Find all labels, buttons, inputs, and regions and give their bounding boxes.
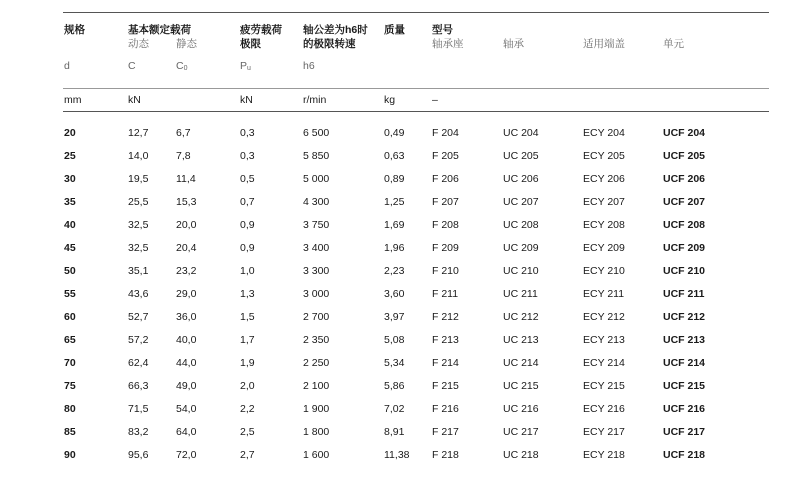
cell-endcover: ECY 206 <box>583 173 625 185</box>
cell-housing: F 217 <box>432 426 459 438</box>
cell-d: 35 <box>64 196 76 208</box>
cell-bearing: UC 210 <box>503 265 539 277</box>
cell-bearing: UC 218 <box>503 449 539 461</box>
cell-housing: F 204 <box>432 127 459 139</box>
cell-d: 85 <box>64 426 76 438</box>
cell-static-load: 11,4 <box>176 173 196 185</box>
cell-endcover: ECY 207 <box>583 196 625 208</box>
cell-mass: 0,89 <box>384 173 405 185</box>
symbol-Pu <box>240 60 251 75</box>
cell-limiting-speed: 2 100 <box>303 380 330 392</box>
cell-bearing: UC 217 <box>503 426 539 438</box>
cell-endcover: ECY 216 <box>583 403 625 415</box>
cell-d: 70 <box>64 357 76 369</box>
cell-d: 25 <box>64 150 76 162</box>
symbol-d: d <box>64 60 70 72</box>
cell-limiting-speed: 4 300 <box>303 196 330 208</box>
unit-d: mm <box>64 94 82 106</box>
cell-housing: F 210 <box>432 265 459 277</box>
header-bearing: 轴承 <box>503 38 524 50</box>
cell-fatigue-limit: 0,7 <box>240 196 255 208</box>
cell-housing: F 213 <box>432 334 459 346</box>
cell-bearing: UC 214 <box>503 357 539 369</box>
cell-mass: 3,60 <box>384 288 405 300</box>
top-rule <box>63 12 769 13</box>
header-d: 规格 <box>64 24 85 36</box>
cell-dynamic-load: 19,5 <box>128 173 149 185</box>
cell-dynamic-load: 14,0 <box>128 150 149 162</box>
cell-dynamic-load: 66,3 <box>128 380 149 392</box>
cell-d: 40 <box>64 219 76 231</box>
cell-unit: UCF 204 <box>663 127 706 139</box>
cell-endcover: ECY 217 <box>583 426 625 438</box>
cell-limiting-speed: 2 350 <box>303 334 330 346</box>
cell-d: 60 <box>64 311 76 323</box>
cell-d: 80 <box>64 403 76 415</box>
cell-mass: 1,96 <box>384 242 405 254</box>
cell-dynamic-load: 32,5 <box>128 219 149 231</box>
cell-limiting-speed: 3 300 <box>303 265 330 277</box>
table-row <box>0 196 790 212</box>
cell-unit: UCF 207 <box>663 196 706 208</box>
unit-mass: kg <box>384 94 396 106</box>
cell-fatigue-limit: 2,7 <box>240 449 255 461</box>
cell-static-load: 36,0 <box>176 311 197 323</box>
cell-mass: 0,63 <box>384 150 405 162</box>
cell-unit: UCF 211 <box>663 288 705 300</box>
cell-unit: UCF 215 <box>663 380 706 392</box>
cell-unit: UCF 217 <box>663 426 706 438</box>
cell-housing: F 215 <box>432 380 459 392</box>
cell-mass: 3,97 <box>384 311 405 323</box>
cell-bearing: UC 215 <box>503 380 539 392</box>
cell-d: 55 <box>64 288 76 300</box>
cell-housing: F 214 <box>432 357 459 369</box>
cell-dynamic-load: 83,2 <box>128 426 149 438</box>
table-row <box>0 219 790 235</box>
table-row <box>0 288 790 304</box>
cell-housing: F 218 <box>432 449 459 461</box>
header-housing: 轴承座 <box>432 38 464 50</box>
cell-bearing: UC 204 <box>503 127 539 139</box>
table-row <box>0 242 790 258</box>
cell-static-load: 23,2 <box>176 265 197 277</box>
cell-unit: UCF 206 <box>663 173 706 185</box>
cell-housing: F 205 <box>432 150 459 162</box>
cell-endcover: ECY 205 <box>583 150 625 162</box>
header-fatigue-1: 疲劳载荷 <box>240 24 282 36</box>
cell-dynamic-load: 95,6 <box>128 449 149 461</box>
cell-fatigue-limit: 0,5 <box>240 173 255 185</box>
cell-mass: 5,86 <box>384 380 405 392</box>
cell-endcover: ECY 204 <box>583 127 625 139</box>
cell-housing: F 207 <box>432 196 459 208</box>
cell-static-load: 54,0 <box>176 403 197 415</box>
cell-endcover: ECY 208 <box>583 219 625 231</box>
header-unit: 单元 <box>663 38 684 50</box>
cell-mass: 11,38 <box>384 449 410 461</box>
cell-endcover: ECY 218 <box>583 449 625 461</box>
header-mass: 质量 <box>384 24 405 36</box>
cell-mass: 5,08 <box>384 334 405 346</box>
cell-housing: F 208 <box>432 219 459 231</box>
cell-fatigue-limit: 1,0 <box>240 265 255 277</box>
cell-fatigue-limit: 0,3 <box>240 150 255 162</box>
cell-static-load: 20,0 <box>176 219 197 231</box>
cell-bearing: UC 213 <box>503 334 539 346</box>
table-row <box>0 426 790 442</box>
cell-static-load: 20,4 <box>176 242 197 254</box>
cell-mass: 1,69 <box>384 219 405 231</box>
cell-limiting-speed: 3 400 <box>303 242 330 254</box>
header-designation: 型号 <box>432 24 453 36</box>
cell-dynamic-load: 43,6 <box>128 288 149 300</box>
cell-limiting-speed: 2 700 <box>303 311 330 323</box>
cell-endcover: ECY 213 <box>583 334 625 346</box>
cell-unit: UCF 212 <box>663 311 706 323</box>
cell-fatigue-limit: 1,7 <box>240 334 255 346</box>
cell-mass: 5,34 <box>384 357 405 369</box>
cell-d: 90 <box>64 449 76 461</box>
cell-static-load: 7,8 <box>176 150 191 162</box>
cell-dynamic-load: 57,2 <box>128 334 149 346</box>
header-endcover: 适用端盖 <box>583 38 625 50</box>
table-row <box>0 311 790 327</box>
symbol-C0 <box>176 60 188 75</box>
cell-endcover: ECY 214 <box>583 357 625 369</box>
header-load-static: 静态 <box>176 38 197 50</box>
header-bottom-rule <box>63 111 769 112</box>
cell-mass: 8,91 <box>384 426 405 438</box>
header-mid-rule <box>63 88 769 89</box>
cell-limiting-speed: 5 850 <box>303 150 330 162</box>
cell-unit: UCF 205 <box>663 150 706 162</box>
cell-d: 65 <box>64 334 76 346</box>
cell-unit: UCF 216 <box>663 403 706 415</box>
cell-bearing: UC 211 <box>503 288 538 300</box>
unit-speed: r/min <box>303 94 327 106</box>
cell-fatigue-limit: 1,3 <box>240 288 255 300</box>
cell-mass: 1,25 <box>384 196 405 208</box>
cell-housing: F 206 <box>432 173 459 185</box>
cell-housing: F 212 <box>432 311 459 323</box>
cell-housing: F 216 <box>432 403 459 415</box>
symbol-Pu-sub: u <box>247 65 251 72</box>
unit-load: kN <box>128 94 141 106</box>
cell-unit: UCF 208 <box>663 219 706 231</box>
header-load-dynamic: 动态 <box>128 38 149 50</box>
cell-d: 30 <box>64 173 76 185</box>
cell-dynamic-load: 35,1 <box>128 265 149 277</box>
cell-limiting-speed: 1 600 <box>303 449 330 461</box>
cell-housing: F 209 <box>432 242 459 254</box>
cell-fatigue-limit: 2,0 <box>240 380 255 392</box>
cell-mass: 7,02 <box>384 403 405 415</box>
cell-dynamic-load: 52,7 <box>128 311 149 323</box>
table-row <box>0 334 790 350</box>
cell-housing: F 211 <box>432 288 459 300</box>
cell-bearing: UC 206 <box>503 173 539 185</box>
cell-static-load: 40,0 <box>176 334 197 346</box>
symbol-C: C <box>128 60 136 72</box>
cell-fatigue-limit: 0,9 <box>240 219 255 231</box>
cell-limiting-speed: 1 900 <box>303 403 330 415</box>
cell-endcover: ECY 212 <box>583 311 625 323</box>
cell-unit: UCF 218 <box>663 449 706 461</box>
cell-limiting-speed: 6 500 <box>303 127 330 139</box>
cell-unit: UCF 210 <box>663 265 706 277</box>
cell-fatigue-limit: 2,5 <box>240 426 255 438</box>
cell-unit: UCF 209 <box>663 242 706 254</box>
symbol-Pu-base: P <box>240 60 248 72</box>
cell-fatigue-limit: 1,5 <box>240 311 255 323</box>
cell-static-load: 6,7 <box>176 127 191 139</box>
unit-fatigue: kN <box>240 94 253 106</box>
table-row <box>0 265 790 281</box>
table-row <box>0 173 790 189</box>
cell-limiting-speed: 5 000 <box>303 173 330 185</box>
cell-static-load: 29,0 <box>176 288 197 300</box>
cell-fatigue-limit: 0,3 <box>240 127 255 139</box>
cell-limiting-speed: 3 750 <box>303 219 330 231</box>
table-row <box>0 449 790 465</box>
symbol-C0-base: C <box>176 60 184 72</box>
cell-bearing: UC 208 <box>503 219 539 231</box>
table-row <box>0 403 790 419</box>
cell-bearing: UC 207 <box>503 196 539 208</box>
cell-d: 75 <box>64 380 76 392</box>
cell-unit: UCF 214 <box>663 357 706 369</box>
cell-fatigue-limit: 2,2 <box>240 403 255 415</box>
cell-endcover: ECY 209 <box>583 242 625 254</box>
cell-static-load: 15,3 <box>176 196 197 208</box>
cell-dynamic-load: 25,5 <box>128 196 149 208</box>
cell-bearing: UC 205 <box>503 150 539 162</box>
table-row <box>0 127 790 143</box>
cell-d: 45 <box>64 242 76 254</box>
header-load-title: 基本额定载荷 <box>128 24 191 36</box>
cell-limiting-speed: 2 250 <box>303 357 330 369</box>
cell-fatigue-limit: 1,9 <box>240 357 255 369</box>
cell-endcover: ECY 215 <box>583 380 625 392</box>
cell-endcover: ECY 210 <box>583 265 625 277</box>
cell-static-load: 49,0 <box>176 380 197 392</box>
cell-static-load: 72,0 <box>176 449 197 461</box>
cell-limiting-speed: 3 000 <box>303 288 330 300</box>
cell-fatigue-limit: 0,9 <box>240 242 255 254</box>
symbol-C0-sub: 0 <box>183 65 188 72</box>
cell-d: 50 <box>64 265 76 277</box>
cell-mass: 0,49 <box>384 127 405 139</box>
cell-unit: UCF 213 <box>663 334 706 346</box>
cell-mass: 2,23 <box>384 265 405 277</box>
header-speed-2: 的极限转速 <box>303 38 356 50</box>
cell-bearing: UC 216 <box>503 403 539 415</box>
cell-dynamic-load: 71,5 <box>128 403 149 415</box>
cell-dynamic-load: 62,4 <box>128 357 149 369</box>
cell-static-load: 44,0 <box>176 357 197 369</box>
cell-bearing: UC 209 <box>503 242 539 254</box>
unit-designation: – <box>432 94 438 106</box>
symbol-h6: h6 <box>303 60 315 72</box>
header-fatigue-2: 极限 <box>240 38 261 50</box>
cell-endcover: ECY 211 <box>583 288 625 300</box>
cell-limiting-speed: 1 800 <box>303 426 330 438</box>
cell-d: 20 <box>64 127 76 139</box>
table-row <box>0 357 790 373</box>
table-row <box>0 150 790 166</box>
cell-dynamic-load: 32,5 <box>128 242 149 254</box>
cell-bearing: UC 212 <box>503 311 539 323</box>
table-row <box>0 380 790 396</box>
cell-dynamic-load: 12,7 <box>128 127 149 139</box>
header-speed-1: 轴公差为h6时 <box>303 24 368 36</box>
cell-static-load: 64,0 <box>176 426 197 438</box>
